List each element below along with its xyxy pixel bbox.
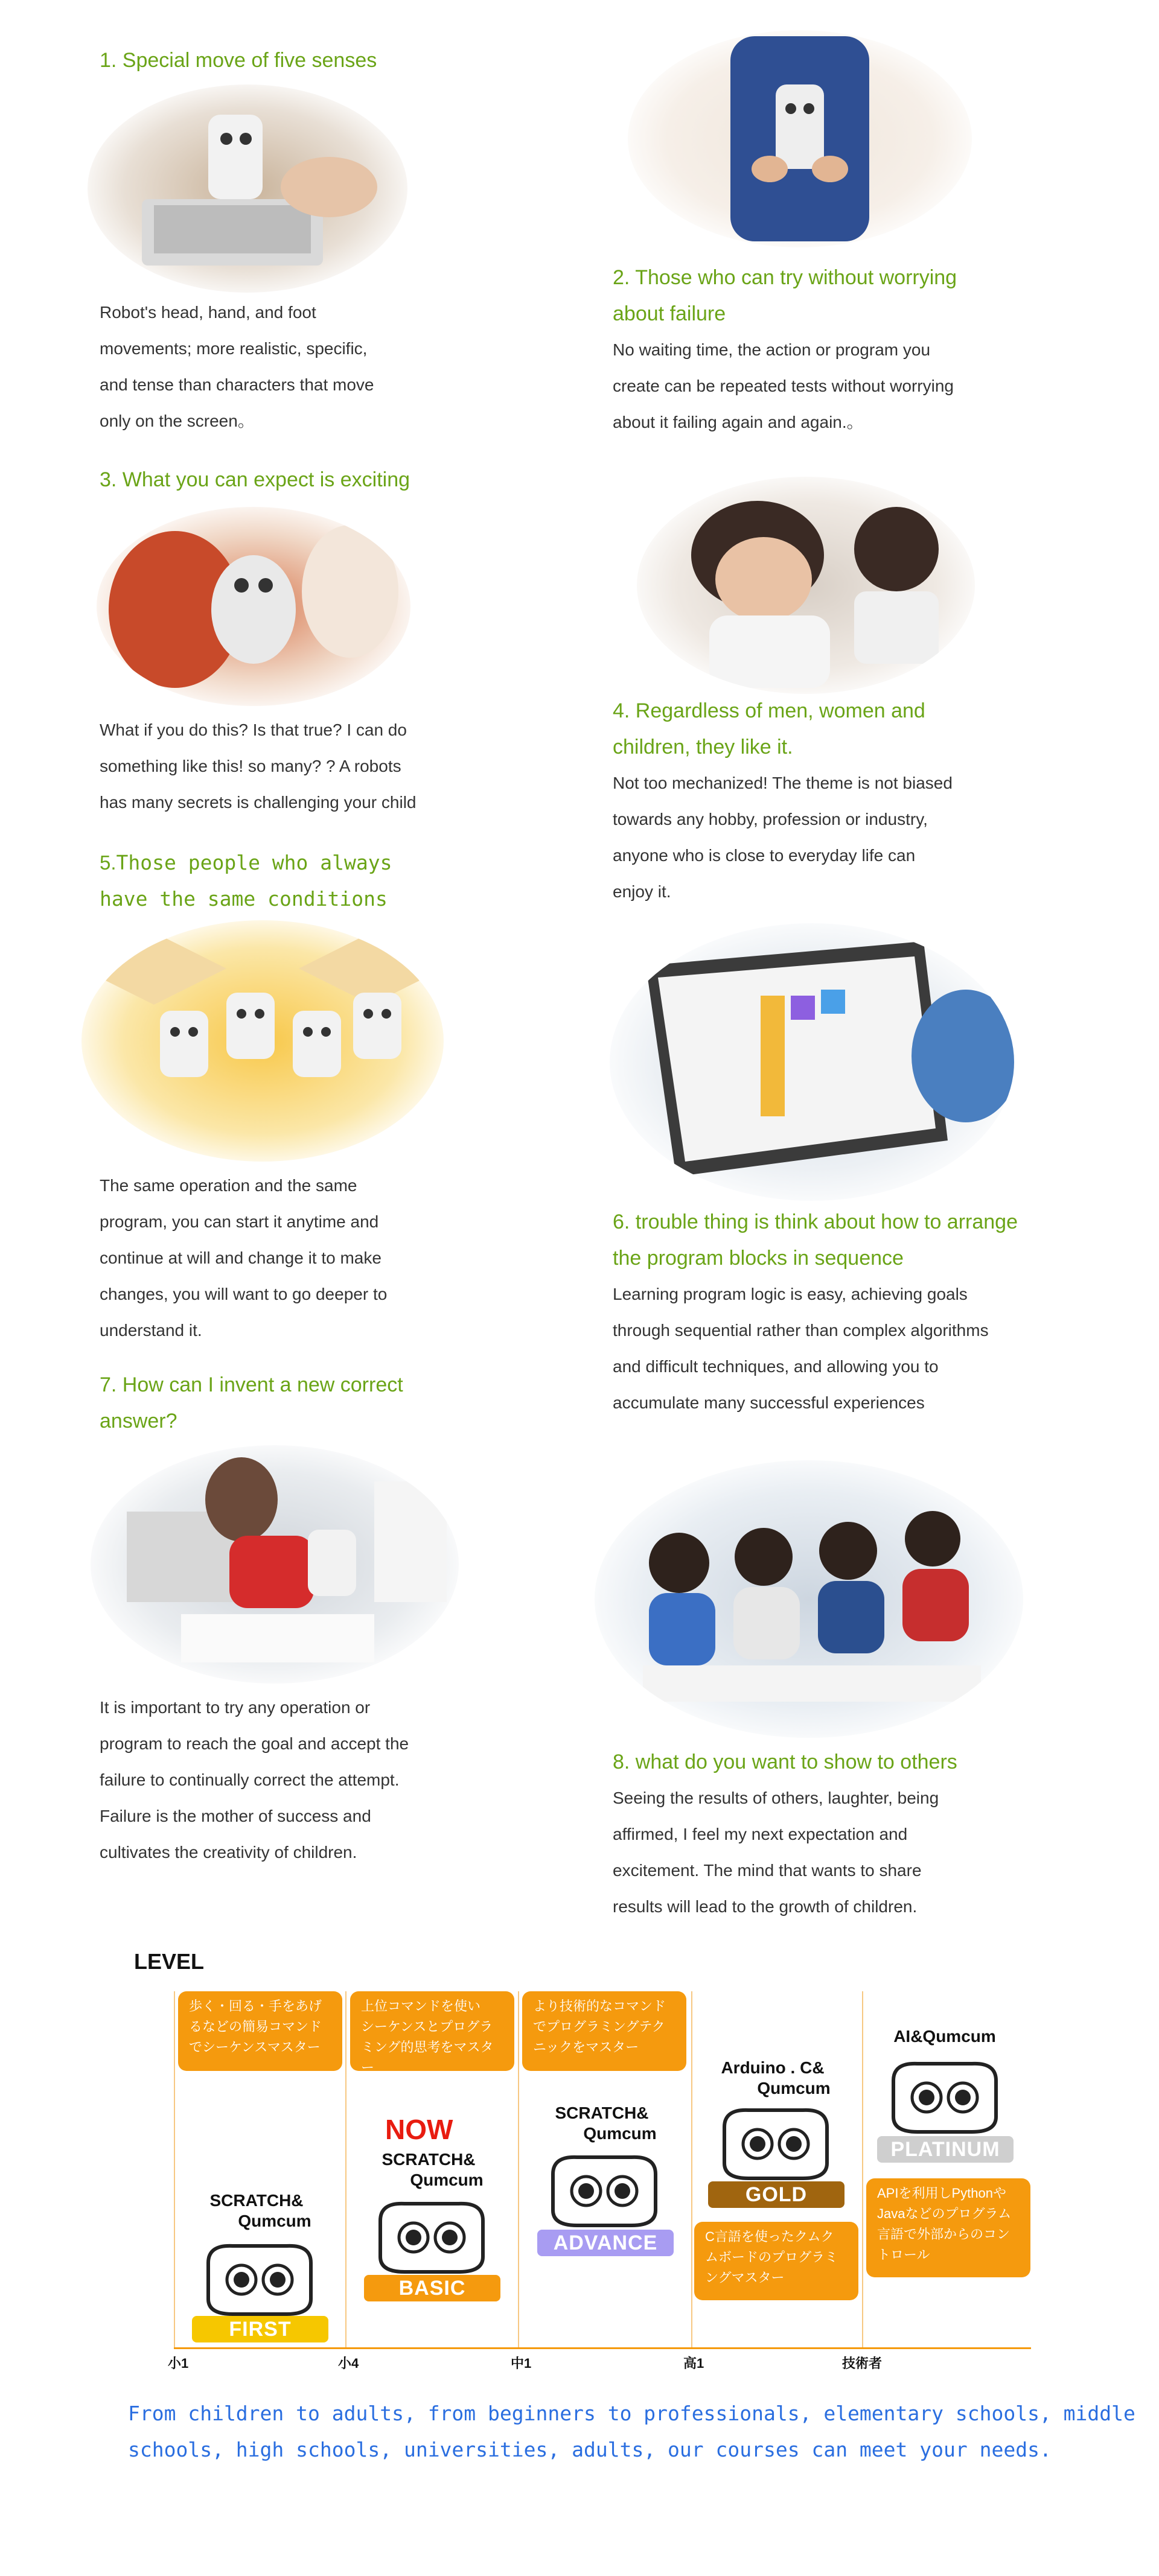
section-4: 4. Regardless of men, women and children, they like it. Not too mechanized! The theme is not biased towards any hobby, profession or industry, anyone who is close to everyday life can enjoy it. (613, 693, 1108, 910)
description-first: 歩く・回る・手をあげ るなどの簡易コマンド でシーケンスマスター (178, 1991, 342, 2071)
description-platinum: APIを利用しPythonや Javaなどのプログラム 言語で外部からのコン トロール (866, 2178, 1030, 2277)
grid-line (518, 1991, 519, 2347)
badge-gold: GOLD (708, 2181, 845, 2208)
robot-face-icon (368, 2196, 495, 2275)
grid-line (691, 1991, 692, 2347)
section-3 (100, 462, 534, 498)
axis-label: 中1 (511, 2356, 532, 2371)
section-heading: 1. Special move of five senses (100, 49, 377, 72)
badge-first: FIRST (192, 2316, 328, 2342)
badge-basic: BASIC (364, 2275, 500, 2301)
grid-line (174, 1991, 175, 2347)
grid-line (345, 1991, 346, 2347)
now-marker: NOW (385, 2114, 453, 2145)
section-heading: 8. what do you want to show to others (613, 1751, 957, 1773)
section-heading: 7. How can I invent a new correct (100, 1373, 403, 1396)
course-name-first: SCRATCH& Qumcum (209, 2191, 311, 2230)
photo-child-holding-robot (628, 30, 972, 247)
badge-advance: ADVANCE (537, 2230, 674, 2256)
axis-label: 高1 (683, 2356, 704, 2371)
section-heading-line-2: the program blocks in sequence (613, 1247, 904, 1270)
level-chart (127, 1949, 1044, 2371)
robot-face-icon (196, 2239, 323, 2317)
section-2: 2. Those who can try without worrying about failure No waiting time, the action or program you create can be repeated tests without worrying about it failing again and again.。 (613, 259, 1108, 440)
footer (128, 2396, 1148, 2468)
photo-girls-with-robot (637, 477, 975, 694)
section-heading: 3. What you can expect is exciting (100, 468, 410, 491)
section-7-body: It is important to try any operation or program to reach the goal and accept the failure to continually correct the attempt. Failure is the mother of success and cultivates the creativity of children. (100, 1698, 409, 1862)
photo-group-of-children (595, 1460, 1023, 1738)
footer-line-1: From children to adults, from beginners to professionals, elementary schools, middle (128, 2402, 1135, 2425)
section-8: 8. what do you want to show to others Seeing the results of others, laughter, being affirmed, I feel my next expectation and excitement. The mind that wants to share results will lead to the growth of children. (613, 1744, 1108, 1925)
section-heading: 5.Those people who always (100, 851, 392, 874)
photo-boy-at-computer (91, 1445, 459, 1684)
section-heading-line-2: have the same conditions (100, 887, 388, 911)
section-heading-line-2: about failure (613, 302, 726, 325)
section-5 (100, 845, 534, 917)
badge-platinum: PLATINUM (877, 2136, 1014, 2163)
section-heading: 4. Regardless of men, women and (613, 699, 925, 722)
robot-face-icon (881, 2056, 1008, 2135)
course-name-advance: SCRATCH& Qumcum (555, 2104, 657, 2143)
photo-robots-on-mat (81, 920, 444, 1162)
axis-label: 小1 (168, 2356, 189, 2371)
footer-line-2: schools, high schools, universities, adults, our courses can meet your needs. (128, 2438, 1052, 2461)
axis-label: 技術者 (842, 2356, 883, 2371)
description-advance: より技術的なコマンド でプログラミングテク ニックをマスター (522, 1991, 686, 2071)
description-gold: C言語を使ったクムク ムボードのプログラミ ングマスター (694, 2222, 858, 2300)
description-basic: 上位コマンドを使い シーケンスとプログラ ミング的思考をマスター (350, 1991, 514, 2071)
axis-line (174, 2347, 1031, 2349)
photo-child-with-robot (97, 507, 410, 706)
section-5-body: The same operation and the same program, you can start it anytime and continue at will and change it to make changes, you will want to go deeper to understand it. (100, 1176, 388, 1340)
section-heading: 2. Those who can try without worrying (613, 266, 957, 289)
level-title: LEVEL (134, 1949, 205, 1974)
section-6: 6. trouble thing is think about how to arrange the program blocks in sequence Learning program logic is easy, achieving goals through sequential rather than complex algorithms and difficult techniques, and allowing you to accumulate many successful experiences (613, 1204, 1120, 1421)
section-heading: 6. trouble thing is think about how to arrange (613, 1210, 1018, 1233)
section-1-body: Robot's head, hand, and foot movements; more realistic, specific, and tense than characters that move only on the screen。 (100, 303, 374, 430)
photo-laptop-scratch-screen (610, 923, 1014, 1201)
robot-face-icon (541, 2150, 668, 2228)
section-1 (100, 42, 498, 78)
section-heading-line-2: children, they like it. (613, 736, 793, 758)
section-7 (100, 1367, 534, 1439)
photo-robot-laptop (88, 84, 407, 293)
robot-face-icon (712, 2103, 839, 2181)
axis-label: 小4 (338, 2356, 359, 2371)
grid-line (862, 1991, 863, 2347)
course-name-platinum: AI&Qumcum (893, 2027, 996, 2046)
section-3-body: What if you do this? Is that true? I can do something like this! so many? ? A robots has many secrets is challenging your child (100, 720, 417, 812)
course-name-gold: Arduino . C& Qumcum (721, 2058, 831, 2097)
course-name-basic: SCRATCH& Qumcum (382, 2150, 484, 2189)
section-heading-line-2: answer? (100, 1410, 177, 1433)
